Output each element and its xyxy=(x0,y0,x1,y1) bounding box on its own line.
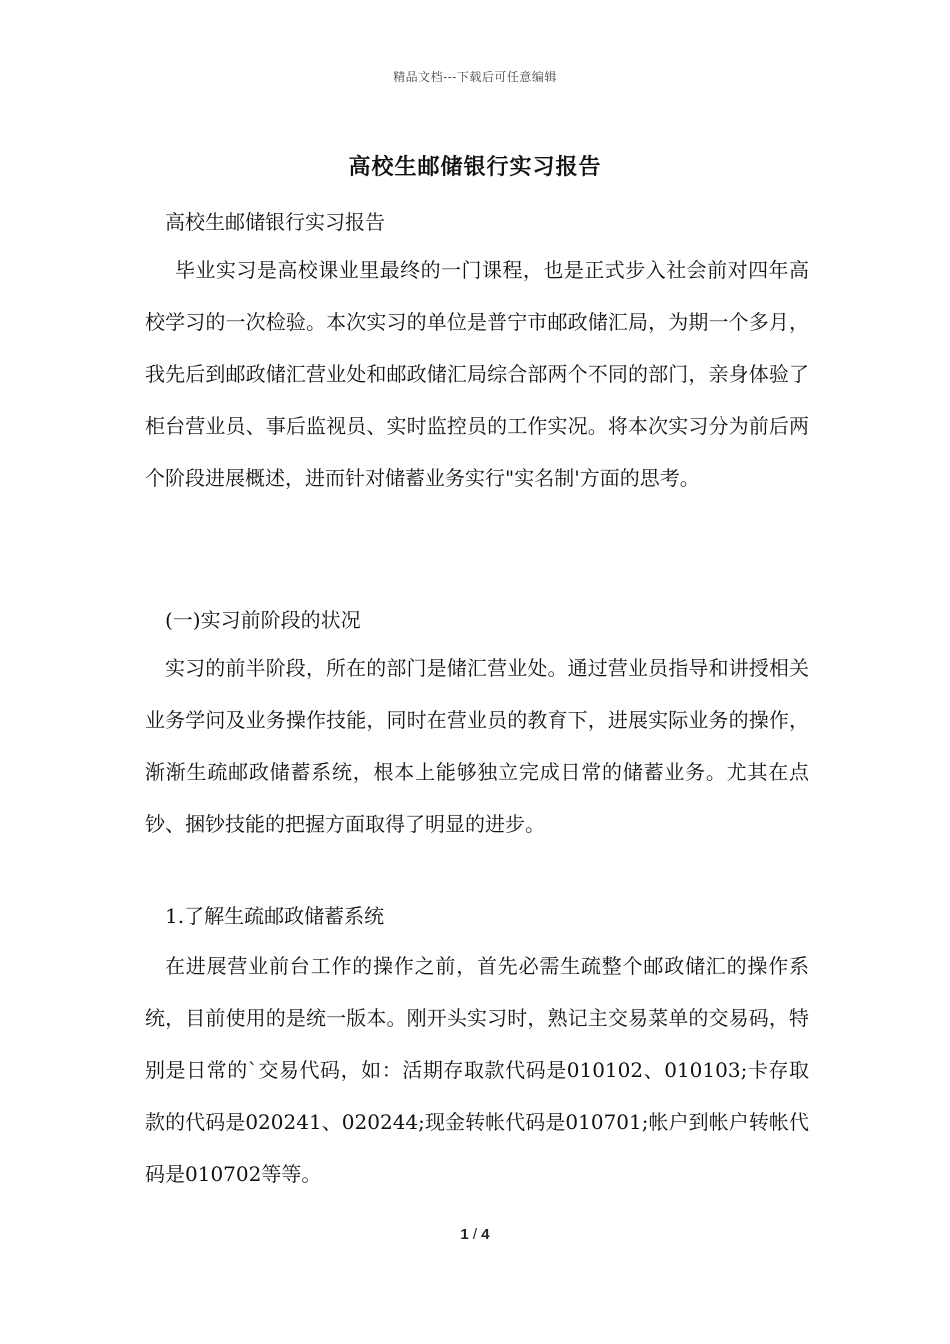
page-number xyxy=(0,1226,950,1243)
document-title: 高校生邮储银行实习报告 xyxy=(348,154,602,180)
item-1-paragraph: 在进展营业前台工作的操作之前，首先必需生疏整个邮政储汇的操作系统，目前使用的是统一版本。刚开头实习时，熟记主交易菜单的交易码，特别是日常的`交易代码，如：活期存取款代码是010102、010103;卡存取款的代码是020241、020244;现金转帐代码是010701;帐户到帐户转帐代码是010702等等。 xyxy=(145,954,809,1186)
section-1-paragraph: 实习的前半阶段，所在的部门是储汇营业处。通过营业员指导和讲授相关业务学问及业务操作技能，同时在营业员的教育下，进展实际业务的操作，渐渐生疏邮政储蓄系统，根本上能够独立完成日常的储蓄业务。尤其在点钞、捆钞技能的把握方面取得了明显的进步。 xyxy=(145,656,809,836)
page-number-current: 1 xyxy=(460,1226,469,1243)
page-number-total: 4 xyxy=(481,1226,490,1243)
page-number-separator: / xyxy=(468,1226,482,1243)
item-heading-1: 1.了解生疏邮政储蓄系统 xyxy=(165,904,385,928)
intro-paragraph: 毕业实习是高校课业里最终的一门课程，也是正式步入社会前对四年高校学习的一次检验。本次实习的单位是普宁市邮政储汇局，为期一个多月，我先后到邮政储汇营业处和邮政储汇局综合部两个不同的部门，亲身体验了柜台营业员、事后监视员、实时监控员的工作实况。将本次实习分为前后两个阶段进展概述，进而针对储蓄业务实行"实名制'方面的思考。 xyxy=(145,258,809,490)
section-heading-1: (一)实习前阶段的状况 xyxy=(165,608,361,632)
header-note: 精品文档---下载后可任意编辑 xyxy=(393,70,557,84)
document-subtitle: 高校生邮储银行实习报告 xyxy=(165,210,385,234)
